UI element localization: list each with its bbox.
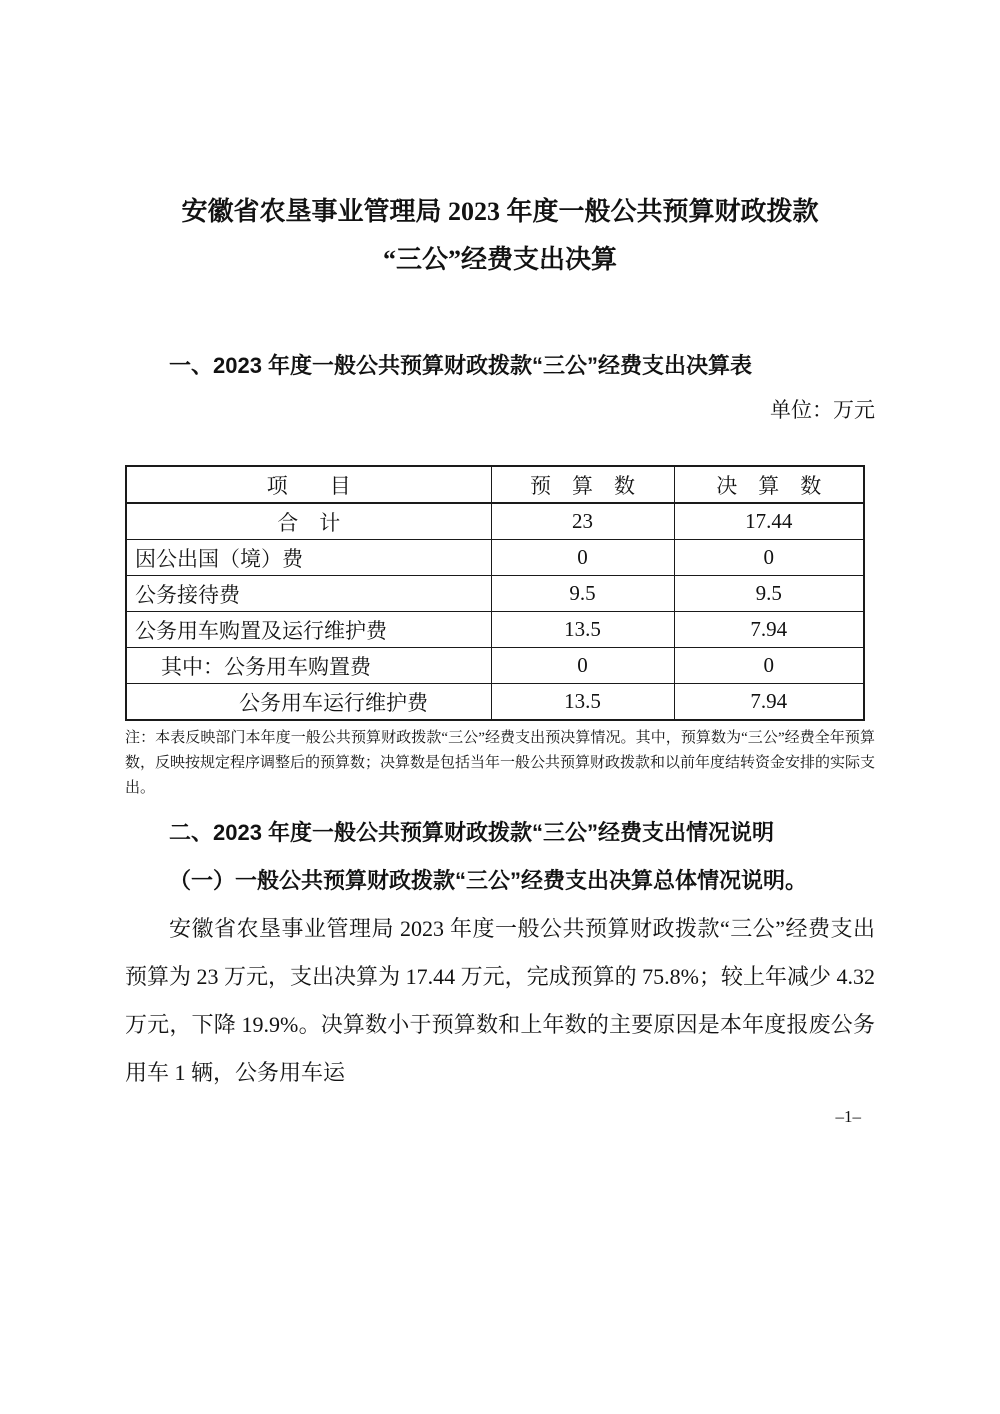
item-cell: 公务接待费 xyxy=(126,576,491,612)
budget-cell: 13.5 xyxy=(491,684,674,721)
budget-cell: 0 xyxy=(491,540,674,576)
table-note: 注：本表反映部门本年度一般公共预算财政拨款“三公”经费支出预决算情况。其中，预算数为“三公”经费全年预算数，反映按规定程序调整后的预算数；决算数是包括当年一般公共预算财政拨款和以前年度结转资金安排的实际支出。 xyxy=(125,730,876,796)
budget-cell: 9.5 xyxy=(491,576,674,612)
section1-heading: 一、2023 年度一般公共预算财政拨款“三公”经费支出决算表 xyxy=(169,353,753,378)
section2-heading: 二、2023 年度一般公共预算财政拨款“三公”经费支出情况说明 xyxy=(169,820,775,845)
section2-sub-heading: （一）一般公共预算财政拨款“三公”经费支出决算总体情况说明。 xyxy=(169,868,808,893)
unit-label: 单位：万元 xyxy=(770,398,875,422)
budget-cell: 0 xyxy=(491,648,674,684)
table-header-final: 决 算 数 xyxy=(674,466,864,503)
section2-paragraph: 安徽省农垦事业管理局 2023 年度一般公共预算财政拨款“三公”经费支出预算为 23 万元，支出决算为 17.44 万元，完成预算的 75.8%；较上年减少 4.32 万元，下降 19.9%。决算数小于预算数和上年数的主要原因是本年度报废公务用车 1 辆，公务用车运 xyxy=(125,916,875,1085)
final-cell: 0 xyxy=(674,648,864,684)
table-header-item: 项 目 xyxy=(126,466,491,503)
table-header-row xyxy=(126,466,864,503)
table-row xyxy=(126,684,864,721)
document-title xyxy=(125,188,875,284)
item-cell: 公务用车运行维护费 xyxy=(126,684,491,721)
final-cell: 7.94 xyxy=(674,684,864,721)
document-title-line2: “三公”经费支出决算 xyxy=(382,245,617,274)
item-cell: 其中：公务用车购置费 xyxy=(126,648,491,684)
table-header-budget: 预 算 数 xyxy=(491,466,674,503)
final-cell: 7.94 xyxy=(674,612,864,648)
table-row xyxy=(126,576,864,612)
table-row xyxy=(126,503,864,540)
budget-cell: 13.5 xyxy=(491,612,674,648)
item-cell: 合 计 xyxy=(126,503,491,540)
table-row xyxy=(126,648,864,684)
item-cell: 公务用车购置及运行维护费 xyxy=(126,612,491,648)
final-cell: 9.5 xyxy=(674,576,864,612)
item-cell: 因公出国（境）费 xyxy=(126,540,491,576)
final-cell: 17.44 xyxy=(674,503,864,540)
page-number: –1– xyxy=(835,1107,861,1126)
final-cell: 0 xyxy=(674,540,864,576)
document-title-line1: 安徽省农垦事业管理局 2023 年度一般公共预算财政拨款 xyxy=(181,197,819,226)
budget-cell: 23 xyxy=(491,503,674,540)
expenditure-table xyxy=(125,465,865,721)
table-row xyxy=(126,540,864,576)
table-row xyxy=(126,612,864,648)
